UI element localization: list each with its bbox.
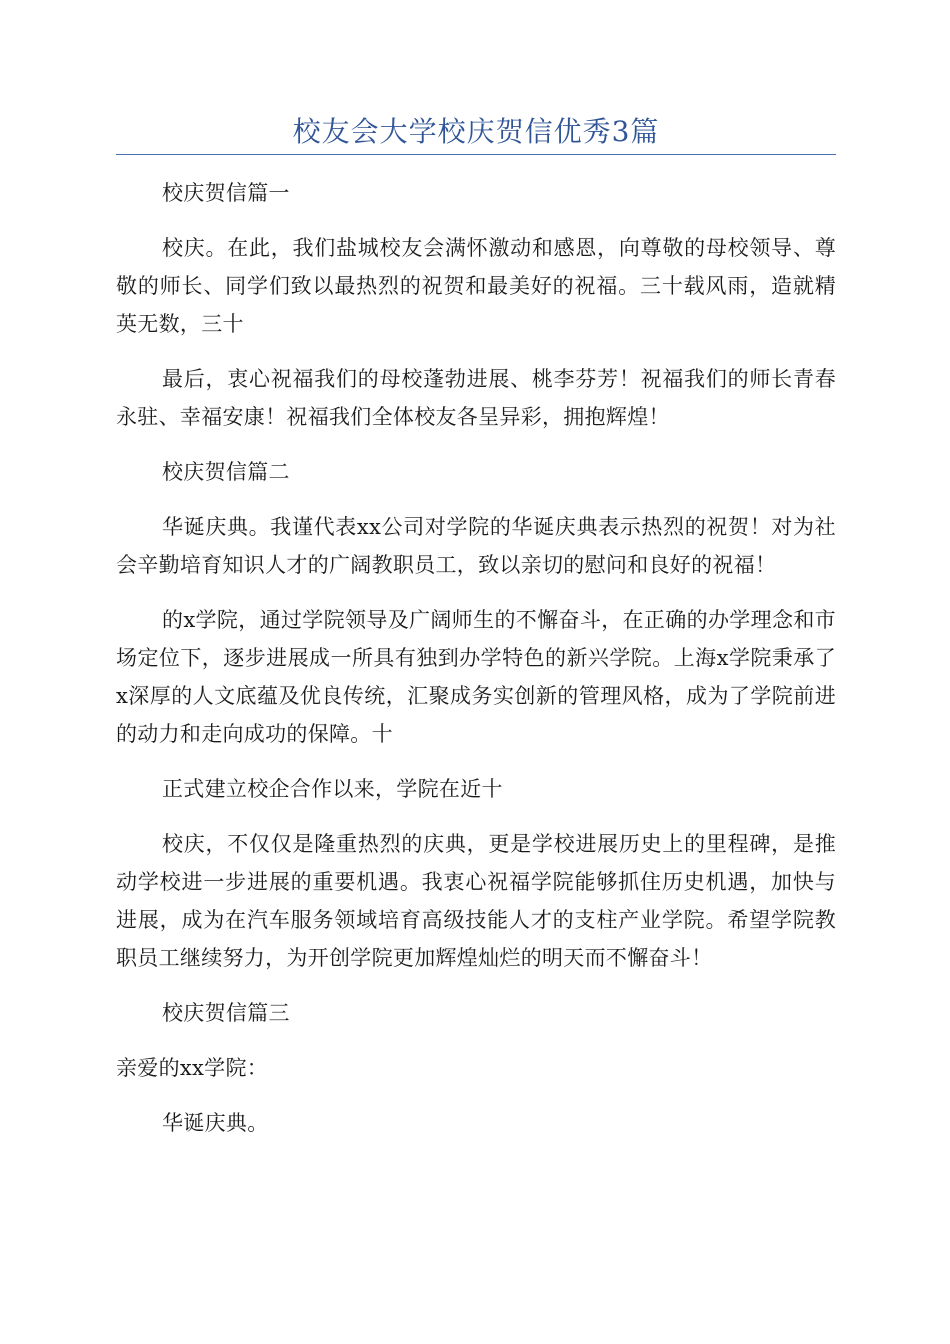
title-underline: [116, 154, 836, 155]
paragraph: 正式建立校企合作以来，学院在近十: [162, 777, 503, 801]
paragraph: 最后，衷心祝福我们的母校蓬勃进展、桃李芬芳！祝福我们的师长青春永驻、幸福安康！祝福我们全体校友各呈异彩，拥抱辉煌！: [116, 367, 836, 429]
document-body: [116, 174, 836, 1142]
paragraph: 校庆。在此，我们盐城校友会满怀激动和感恩，向尊敬的母校领导、尊敬的师长、同学们致以最热烈的祝贺和最美好的祝福。三十载风雨，造就精英无数，三十: [116, 236, 836, 336]
section-heading-1: 校庆贺信篇一: [162, 181, 290, 205]
paragraph: 华诞庆典。: [162, 1111, 269, 1135]
paragraph: 的x学院，通过学院领导及广阔师生的不懈奋斗，在正确的办学理念和市场定位下，逐步进展成一所具有独到办学特色的新兴学院。上海x学院秉承了x深厚的人文底蕴及优良传统，汇聚成务实创新的管理风格，成为了学院前进的动力和走向成功的保障。十: [116, 608, 836, 746]
document-title: 校友会大学校庆贺信优秀3篇: [292, 115, 660, 148]
paragraph: 华诞庆典。我谨代表xx公司对学院的华诞庆典表示热烈的祝贺！对为社会辛勤培育知识人才的广阔教职员工，致以亲切的慰问和良好的祝福！: [116, 515, 836, 577]
paragraph: 校庆，不仅仅是隆重热烈的庆典，更是学校进展历史上的里程碑，是推动学校进一步进展的重要机遇。我衷心祝福学院能够抓住历史机遇，加快与进展，成为在汽车服务领域培育高级技能人才的支柱产业学院。希望学院教职员工继续努力，为开创学院更加辉煌灿烂的明天而不懈奋斗！: [116, 832, 836, 970]
section-heading-3: 校庆贺信篇三: [162, 1001, 290, 1025]
section-heading-2: 校庆贺信篇二: [162, 460, 290, 484]
salutation: 亲爱的xx学院：: [116, 1056, 269, 1080]
